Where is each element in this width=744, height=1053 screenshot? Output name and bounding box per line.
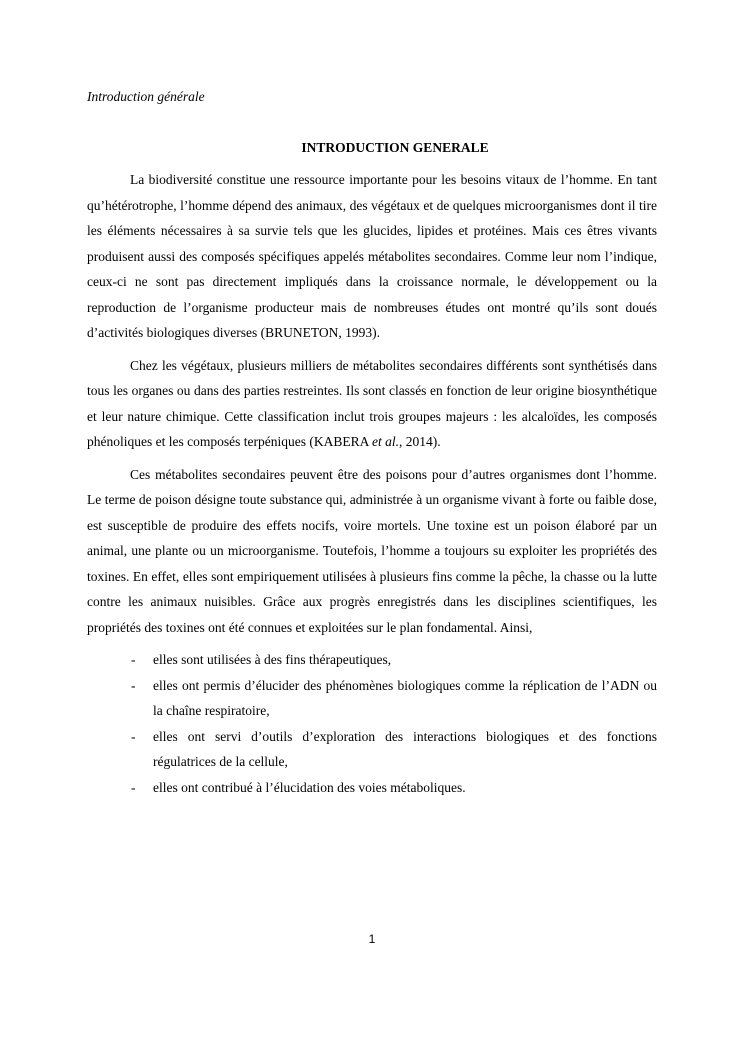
bullet-list (87, 647, 657, 800)
list-item (87, 673, 657, 724)
list-item (87, 724, 657, 775)
paragraph-3: Ces métabolites secondaires peuvent être des poisons pour d’autres organismes dont l’homme. Le terme de poison désigne toute substance qui, administrée à un organisme vivant à forte ou faible dose, est susceptible de produire des effets nocifs, voire mortels. Une toxine est un poison élaboré par un animal, une plante ou un microorganisme. Toutefois, l’homme a toujours su exploiter les propriétés des toxines. En effet, elles sont empiriquement utilisées à plusieurs fins comme la pêche, la chasse ou la lutte contre les animaux nuisibles. Grâce aux progrès enregistrés dans les disciplines scientifiques, les propriétés des toxines ont été connues et exploitées sur le plan fondamental. Ainsi, (87, 466, 657, 635)
bullet-dash: - (131, 779, 136, 795)
page-title: INTRODUCTION GENERALE (301, 140, 489, 155)
list-item-text: elles sont utilisées à des fins thérapeutiques, (153, 652, 392, 667)
bullet-dash: - (131, 728, 136, 744)
paragraph-2-text-before: Chez les végétaux, plusieurs milliers de métabolites secondaires différents sont synthétisés dans tous les organes ou dans des parties restreintes. Ils sont classés en fonction de leur origine biosynthétique et leur nature chimique. Cette classification inclut trois groupes majeurs : les alcaloïdes, les composés phénoliques et les composés terpéniques (KABERA (87, 357, 657, 449)
bullet-dash: - (131, 652, 136, 667)
paragraph-2 (87, 353, 657, 455)
paragraph-2-text-after: , 2014). (398, 434, 441, 449)
list-item-text: elles ont contribué à l’élucidation des voies métaboliques. (153, 779, 466, 795)
page-number: 1 (368, 932, 376, 946)
paragraph-1: La biodiversité constitue une ressource importante pour les besoins vitaux de l’homme. En tant qu’hétérotrophe, l’homme dépend des animaux, des végétaux et de quelques microorganismes dont il tire les éléments nécessaires à sa survie tels que les glucides, lipides et protéines. Mais ces êtres vivants produisent aussi des composés spécifiques appelés métabolites secondaires. Comme leur nom l’indique, ceux-ci ne sont pas directement impliqués dans la croissance normale, le développement ou la reproduction de l’organisme producteur mais de nombreuses études ont montré qu’ils sont doués d’activités biologiques diverses (BRUNETON, 1993). (87, 172, 657, 340)
list-item-text: elles ont permis d’élucider des phénomènes biologiques comme la réplication de l’ADN ou la chaîne respiratoire, (153, 677, 657, 718)
running-header: Introduction générale (87, 89, 205, 104)
bullet-dash: - (131, 677, 136, 693)
document-body (87, 167, 657, 800)
list-item (87, 647, 657, 673)
paragraph-2-citation-etal: et al. (371, 434, 399, 449)
list-item (87, 775, 657, 801)
list-item-text: elles ont servi d’outils d’exploration des interactions biologiques et des fonctions régulatrices de la cellule, (153, 728, 657, 769)
